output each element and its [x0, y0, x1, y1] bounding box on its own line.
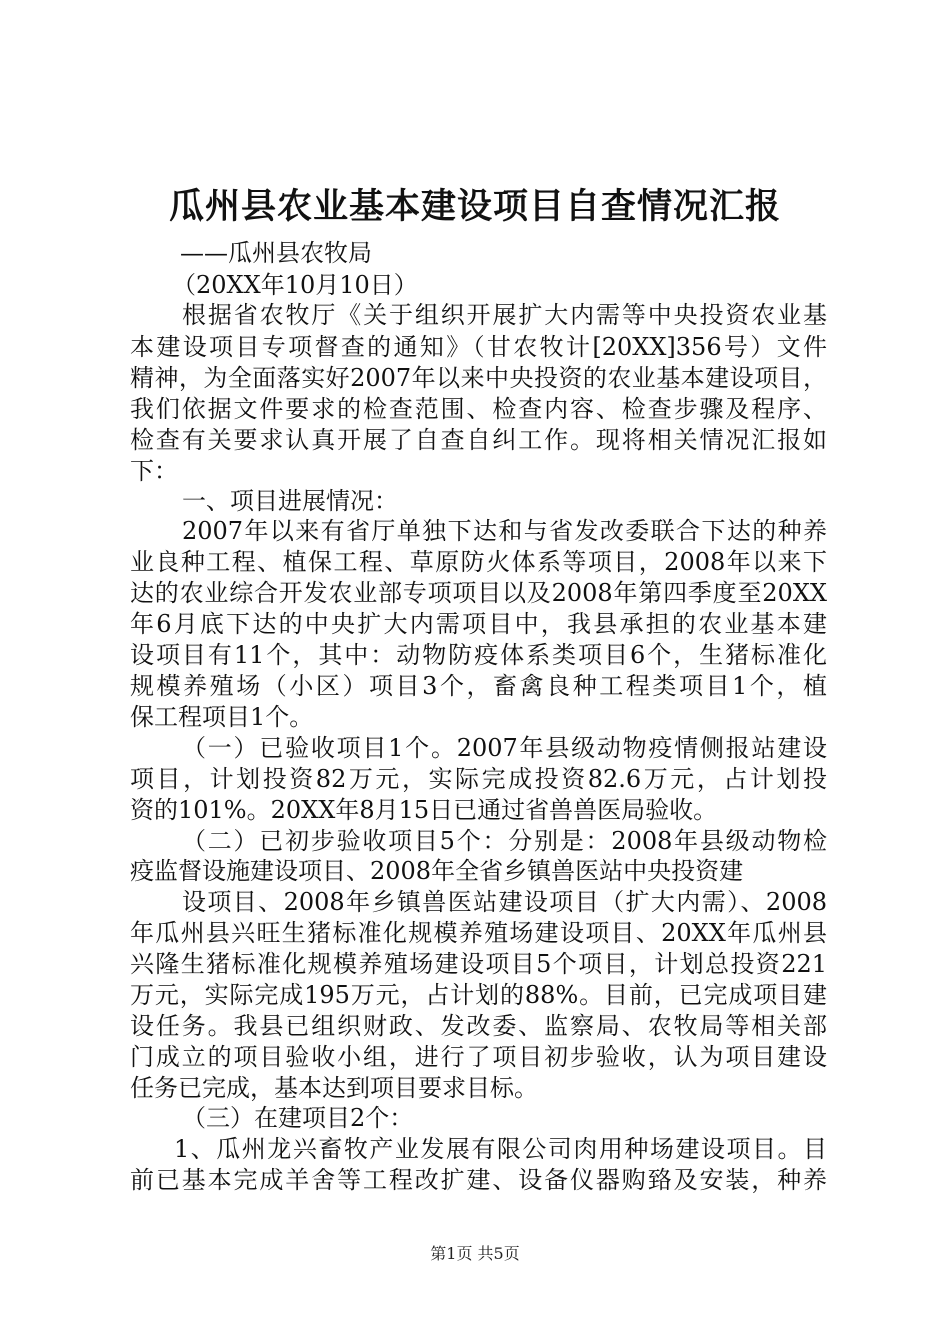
paragraph-line: 疫监督设施建设项目、2008年全省乡镇兽医站中央投资建 — [130, 857, 744, 885]
paragraph-line: 任务已完成，基本达到项目要求目标。 — [130, 1074, 538, 1102]
paragraph-line: 2007年以来有省厅单独下达和与省发改委联合下达的种养 — [182, 517, 827, 545]
author-line: ——瓜州县农牧局 — [180, 239, 372, 267]
page-footer: 第1页 共5页 — [430, 1244, 520, 1263]
paragraph-line: 下： — [130, 457, 178, 485]
paragraph-line: 设任务。我县已组织财政、发改委、监察局、农牧局等相关部 — [130, 1012, 827, 1040]
section-heading: 一、项目进展情况： — [182, 487, 398, 515]
paragraph-line: 前已基本完成羊舍等工程改扩建、设备仪器购臵及安装，种养 — [130, 1166, 827, 1194]
paragraph-line: 本建设项目专项督查的通知》（甘农牧计[20XX]356号）文件 — [130, 333, 827, 361]
paragraph-line: 业良种工程、植保工程、草原防火体系等项目，2008年以来下 — [130, 548, 827, 576]
paragraph-line: 项目，计划投资82万元，实际完成投资82.6万元，占计划投 — [130, 765, 827, 793]
document-title: 瓜州县农业基本建设项目自查情况汇报 — [168, 186, 781, 227]
paragraph-line: 兴隆生猪标准化规模养殖场建设项目5个项目，计划总投资221 — [130, 950, 827, 978]
paragraph-line: 设项目有11个，其中：动物防疫体系类项目6个，生猪标准化 — [130, 641, 827, 669]
date-line: （20XX年10月10日） — [172, 271, 418, 299]
paragraph-line: 1、瓜州龙兴畜牧产业发展有限公司肉用种场建设项目。目 — [174, 1135, 827, 1163]
paragraph-line: 达的农业综合开发农业部专项项目以及2008年第四季度至20XX — [130, 579, 827, 607]
paragraph-line: 门成立的项目验收小组，进行了项目初步验收，认为项目建设 — [130, 1043, 827, 1071]
paragraph-line: 年瓜州县兴旺生猪标准化规模养殖场建设项目、20XX年瓜州县 — [130, 919, 827, 947]
paragraph-line: 检查有关要求认真开展了自查自纠工作。现将相关情况汇报如 — [130, 426, 827, 454]
section-heading: （三）在建项目2个： — [182, 1104, 414, 1132]
paragraph-line: 保工程项目1个。 — [130, 703, 314, 731]
paragraph-line: （一）已验收项目1个。2007年县级动物疫情侧报站建设 — [182, 734, 827, 762]
paragraph-line: 资的101%。20XX年8月15日已通过省兽兽医局验收。 — [130, 796, 718, 824]
paragraph-line: 万元，实际完成195万元，占计划的88%。目前，已完成项目建 — [130, 981, 827, 1009]
paragraph-line: 年6月底下达的中央扩大内需项目中，我县承担的农业基本建 — [130, 610, 827, 638]
paragraph-line: 设项目、2008年乡镇兽医站建设项目（扩大内需）、2008 — [182, 888, 827, 916]
paragraph-line: 我们依据文件要求的检查范围、检查内容、检查步骤及程序、 — [130, 395, 827, 423]
paragraph-line: （二）已初步验收项目5个：分别是：2008年县级动物检 — [182, 827, 827, 855]
paragraph-line: 根据省农牧厅《关于组织开展扩大内需等中央投资农业基 — [182, 301, 827, 329]
paragraph-line: 规模养殖场（小区）项目3个，畜禽良种工程类项目1个，植 — [130, 672, 827, 700]
paragraph-line: 精神，为全面落实好2007年以来中央投资的农业基本建设项目， — [130, 364, 827, 392]
